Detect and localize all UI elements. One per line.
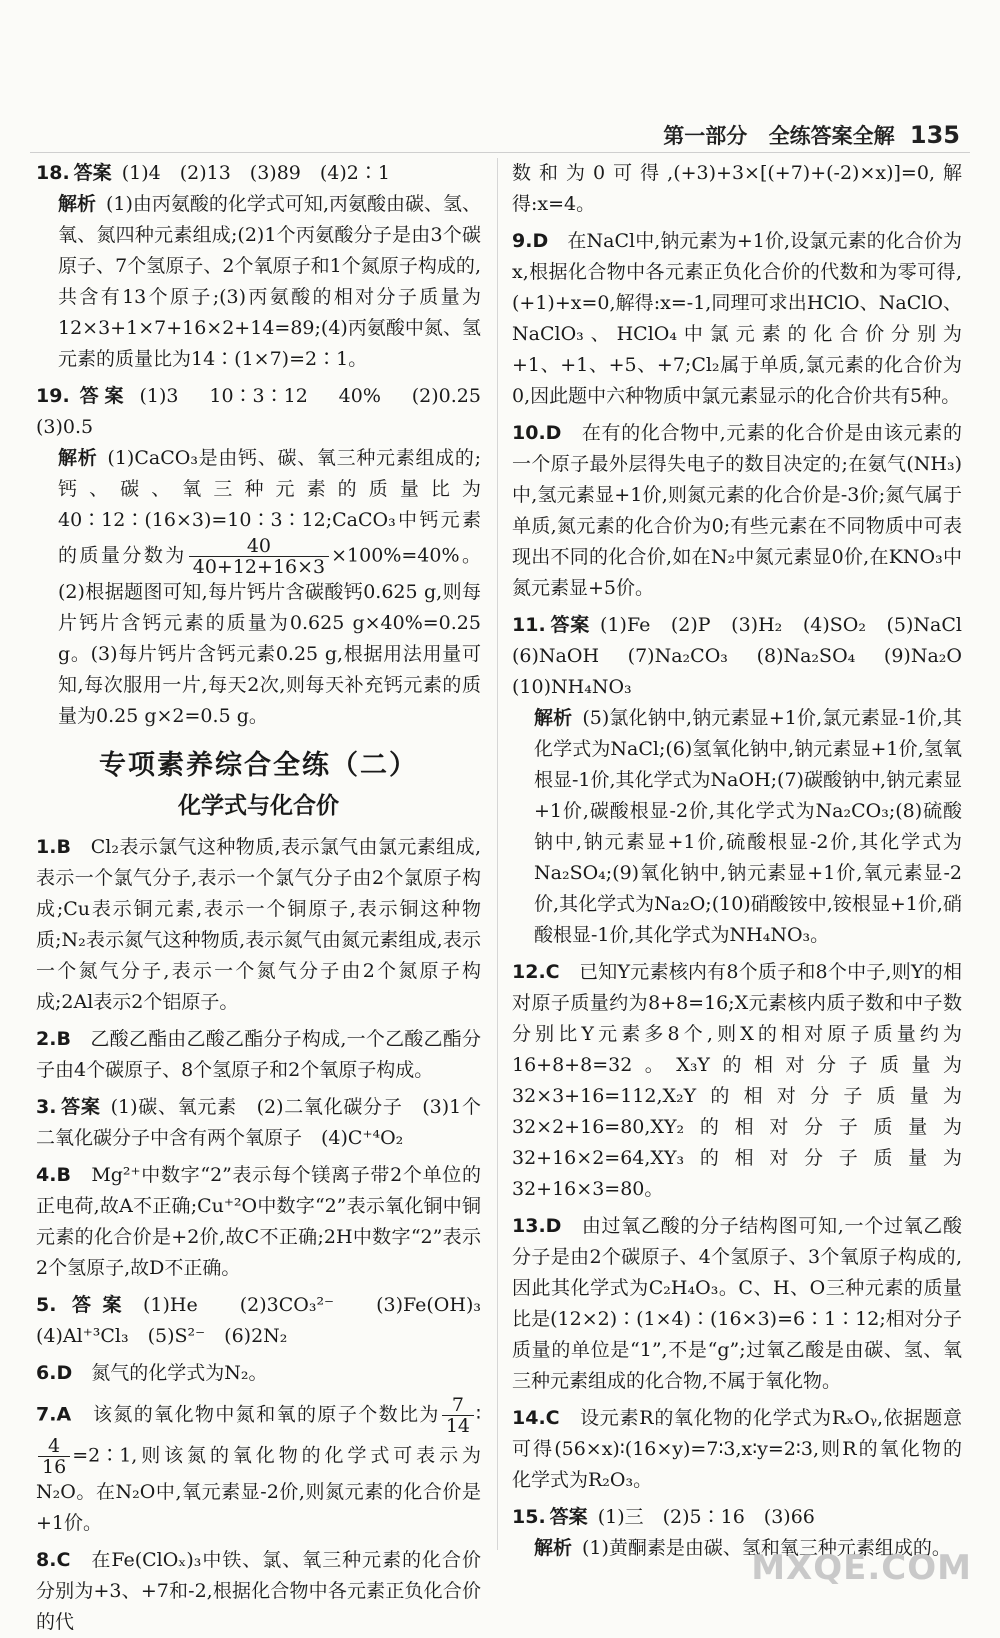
answer-text: 在NaCl中,钠元素为+1价,设氯元素的化合价为x,根据化合物中各元素正负化合价的代数和为零可得,(+1)+x=0,解得:x=-1,同理可求出HClO、NaClO、NaClO₃、HClO₄中氯元素的化合价分别为+1、+1、+5、+7;Cl₂属于单质,氯元素的化合价为0,因此题中六种物质中氯元素显示的化合价共有5种。 (512, 230, 962, 407)
question-13 (512, 1211, 962, 1397)
column-divider (497, 158, 498, 1550)
fraction-denominator: 16 (42, 1456, 67, 1478)
question-number: 19. (36, 385, 70, 407)
analysis-text: (5)氯化钠中,钠元素显+1价,氯元素显-1价,其化学式为NaCl;(6)氢氧化钠中,钠元素显+1价,氢氧根显-1价,其化学式为NaOH;(7)碳酸钠中,钠元素显+1价,碳酸根显-2价,其化学式为Na₂CO₃;(8)硫酸钠中,钠元素显+1价,硫酸根显-2价,其化学式为Na₂SO₄;(9)氧化钠中,钠元素显+1价,氧元素显-2价,其化学式为Na₂O;(10)硝酸铵中,铵根显+1价,硝酸根显-1价,其化学式为NH₄NO₃。 (534, 707, 963, 946)
answer-label: 答案 (549, 1506, 588, 1528)
answer-text: (1)碳、氧元素 (2)二氧化碳分子 (3)1个二氧化碳分子中含有两个氧原子 (4)C⁺⁴O₂ (36, 1096, 481, 1149)
section-title: 专项素养综合全练（二） (99, 750, 418, 781)
answer-text: (1)4 (2)13 (3)89 (4)2∶1 (121, 162, 390, 184)
right-column (512, 158, 982, 1559)
answer-text: Mg²⁺中数字“2”表示每个镁离子带2个单位的正电荷,故A不正确;Cu⁺²O中数字“2”表示氧化铜中铜元素的化合价是+2价,故C不正确;2H中数字“2”表示2个氢原子,故D不正确。 (36, 1164, 481, 1279)
fraction (189, 536, 329, 577)
question-19 (36, 381, 500, 732)
question-11 (512, 610, 982, 951)
answer-text: 该氮的氧化物中氮和氧的原子个数比为 (92, 1403, 440, 1426)
analysis-text: (1)CaCO₃是由钙、碳、氧三种元素组成的;钙、碳、氧三种元素的质量比为40∶12∶(16×3)=10∶3∶12;CaCO₃中钙元素的质量分数为 (58, 447, 481, 567)
question-number: 7.A (36, 1403, 72, 1426)
question-number: 2.B (36, 1028, 71, 1050)
question-10 (512, 418, 962, 604)
header-section: 第一部分 (663, 124, 748, 148)
analysis-text: ×100%=40%。(2)根据题图可知,每片钙片含碳酸钙0.625 g,则每片钙片含钙元素的质量为0.625 g×40%=0.25 g。(3)每片钙片含钙元素0.25 g,根据用法用量可知,每次服用一片,每天2次,则每天补充钙元素的质量为0.25 g×2=0.5 g。 (58, 544, 481, 727)
answer-text: 氮气的化学式为N₂。 (91, 1362, 268, 1384)
analysis-label: 解析 (534, 707, 573, 729)
left-column (36, 158, 500, 1633)
answer-text: (1)He (2)3CO₃²⁻ (3)Fe(OH)₃ (4)Al⁺³Cl₃ (5)S²⁻ (6)2N₂ (36, 1294, 500, 1347)
question-number: 10.D (512, 422, 562, 444)
answer-text: 在有的化合物中,元素的化合价是由该元素的一个原子最外层得失电子的数目决定的;在氨气(NH₃)中,氢元素显+1价,则氮元素的化合价是-3价;氮气属于单质,氮元素的化合价为0;有些元素在不同物质中可表现出不同的化合价,如在N₂中氮元素显0价,在KNO₃中氮元素显+5价。 (512, 422, 962, 599)
analysis-label: 解析 (534, 1537, 573, 1559)
analysis (36, 189, 481, 375)
question-14 (512, 1403, 962, 1496)
section-subtitle: 化学式与化合价 (178, 793, 339, 819)
fraction-numerator: 7 (442, 1395, 474, 1416)
analysis (512, 703, 962, 951)
question-number: 1.B (36, 836, 71, 858)
question-12 (512, 957, 962, 1205)
answer-text: Cl₂表示氯气这种物质,表示氯气由氯元素组成,表示一个氯气分子,表示一个氯气分子由2个氯原子构成;Cu表示铜元素,表示一个铜原子,表示铜这种物质;N₂表示氮气这种物质,表示氮气由氮元素组成,表示一个氮气分子,表示一个氮气分子由2个氮原子构成;2Al表示2个铝原子。 (36, 836, 481, 1013)
page-number: 135 (909, 121, 960, 149)
fraction (38, 1436, 70, 1477)
question-1 (36, 832, 481, 1018)
watermark-logo: MXQE.COM (751, 1548, 972, 1588)
analysis-label: 解析 (58, 193, 97, 215)
fraction-numerator: 4 (38, 1436, 70, 1457)
question-number: 8.C (36, 1549, 71, 1571)
answer-text: =2∶1,则该氮的氧化物的化学式可表示为N₂O。在N₂O中,氧元素显-2价,则氮元素的化合价是+1价。 (36, 1444, 481, 1534)
answer-text: (1)Fe (2)P (3)H₂ (4)SO₂ (5)NaCl (6)NaOH (7)Na₂CO₃ (8)Na₂SO₄ (9)Na₂O (10)NH₄NO₃ (512, 614, 982, 698)
answer-text: 乙酸乙酯由乙酸乙酯分子构成,一个乙酸乙酯分子由4个碳原子、8个氢原子和2个氧原子构成。 (36, 1028, 481, 1081)
question-7: 7.A 该氮的氧化物中氮和氧的原子个数比为 $\frac{7}{14}$ ∶ $\frac{4}{16}$ =2∶1,则该氮的氧化物的化学式可表示为N₂O。在N₂O中,氧元素显-2价,则氮元素的化合价是+1价。 (36, 1394, 481, 1534)
answer-label: 答案 (60, 1096, 101, 1118)
question-number: 4.B (36, 1164, 71, 1186)
answer-text: 已知Y元素核内有8个质子和8个中子,则Y的相对原子质量约为8+8=16;X元素核内质子数和中子数分别比Y元素多8个,则X的相对原子质量约为16+8+8=32。X₃Y的相对分子质量为32×3+16=112,X₂Y的相对分子质量为32×2+16=80,XY₂的相对分子质量为32+16×2=64,XY₃的相对分子质量为32+16×3=80。 (512, 961, 962, 1200)
question-number: 11. (512, 614, 546, 636)
analysis-text: (1)由丙氨酸的化学式可知,丙氨酸由碳、氢、氧、氮四种元素组成;(2)1个丙氨酸分子是由3个碳原子、7个氢原子、2个氧原子和1个氮原子构成的,共含有13个原子;(3)丙氨酸的相对分子质量为12×3+1×7+16×2+14=89;(4)丙氨酸中氮、氢元素的质量比为14∶(1×7)=2∶1。 (58, 193, 481, 370)
answer-text: (1)三 (2)5∶16 (3)66 (597, 1506, 815, 1528)
answer-text: (1)3 10∶3∶12 40% (2)0.25 (3)0.5 (36, 385, 500, 438)
answer-text: 由过氧乙酸的分子结构图可知,一个过氧乙酸分子是由2个碳原子、4个氢原子、3个氧原子构成的,因此其化学式为C₂H₄O₃。C、H、O三种元素的质量比是(12×2)∶(1×4)∶(16×3)=6∶1∶12;相对分子质量的单位是“1”,不是“g”;过氧乙酸是由碳、氢、氧三种元素组成的化合物,不属于氧化物。 (512, 1215, 962, 1392)
question-number: 5. (36, 1294, 57, 1316)
question-2 (36, 1024, 481, 1086)
answer-label: 答案 (60, 1294, 133, 1316)
analysis-label: 解析 (58, 447, 98, 469)
question-8-continued (512, 158, 962, 220)
page-header (663, 120, 960, 150)
question-number: 14.C (512, 1407, 560, 1429)
analysis-text: (1)黄酮素是由碳、氢和氧三种元素组成的。 (582, 1537, 951, 1559)
question-number: 18. (36, 162, 70, 184)
answer-label: 答案 (549, 614, 591, 636)
question-number: 3. (36, 1096, 57, 1118)
fraction-denominator: 40+12+16×3 (192, 556, 326, 578)
question-18 (36, 158, 481, 375)
fraction-numerator: 40 (189, 536, 329, 557)
answer-text: 在Fe(ClOₓ)₃中铁、氯、氧三种元素的化合价分别为+3、+7和-2,根据化合物中各元素正负化合价的代 (36, 1549, 481, 1633)
header-rule (30, 152, 970, 153)
question-number: 12.C (512, 961, 560, 983)
question-5 (36, 1290, 500, 1352)
question-number: 6.D (36, 1362, 73, 1384)
question-number: 9.D (512, 230, 549, 252)
question-4 (36, 1160, 481, 1284)
answer-label: 答案 (73, 385, 130, 407)
question-6 (36, 1358, 481, 1389)
question-number: 13.D (512, 1215, 562, 1237)
analysis (36, 443, 481, 732)
question-9 (512, 226, 962, 412)
answer-label: 答案 (73, 162, 112, 184)
fraction (442, 1395, 474, 1436)
question-8 (36, 1545, 481, 1638)
header-title: 全练答案全解 (768, 124, 895, 148)
fraction-denominator: 14 (445, 1415, 471, 1437)
question-3 (36, 1092, 481, 1154)
answer-text: 设元素R的氧化物的化学式为RₓOᵧ,依据题意可得(56×x)∶(16×y)=7∶3,x∶y=2∶3,则R的氧化物的化学式为R₂O₃。 (512, 1407, 962, 1491)
answer-text: 数和为0可得,(+3)+3×[(+7)+(-2)×x)]=0,解得:x=4。 (512, 162, 962, 215)
question-number: 15. (512, 1506, 546, 1528)
